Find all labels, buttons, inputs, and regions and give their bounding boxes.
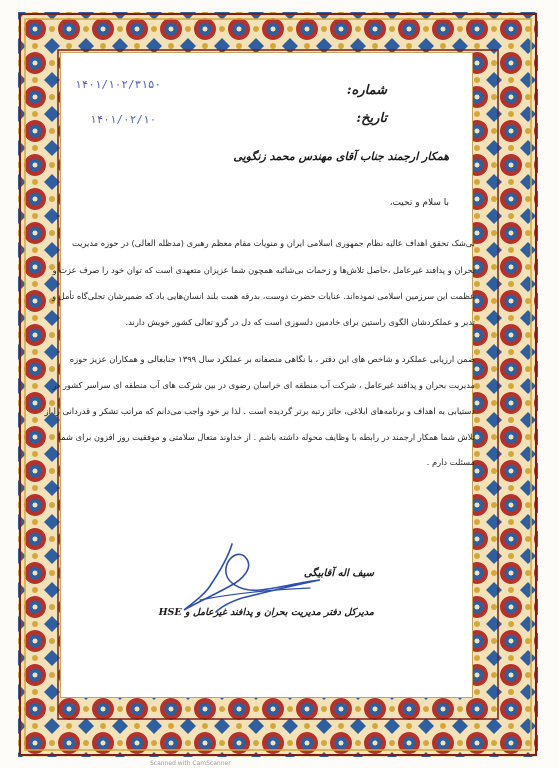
scanner-watermark: Scanned with CamScanner <box>150 760 231 767</box>
greeting-line: با سلام و تحیت، <box>389 198 449 208</box>
number-label: شماره: <box>346 83 387 98</box>
body-line-8: تلاش شما همکار ارجمند در رابطه با وظایف محوله داشته باشم . از خداوند متعال سلامتی و موفقیت روز افزون برای شما <box>58 432 475 442</box>
recipient-line: همکار ارجمند جناب آقای مهندس محمد زنگویی <box>233 150 449 163</box>
body-line-3: عظمت این سرزمین اسلامی نموده‌اند. عنایات حضرت دوست، بدرقه همت بلند انسان‌هایی باد که ضمیرشان تجلی‌گاه تأمل و <box>52 291 475 301</box>
number-value: ۱۴۰۱/۱۰۲/۳۱۵۰ <box>75 78 162 91</box>
signatory-name: سیف اله آقابیگی <box>303 568 374 579</box>
body-line-7: دستیابی به اهداف و برنامه‌های ابلاغی، حائز رتبه برتر گردیده است . لذا بر خود واجب می‌دانم که مراتب تشکر و قدردانی را از <box>44 406 475 416</box>
body-line-6: مدیریت بحران و پدافند غیرعامل ، شرکت آب منطقه ای خراسان رضوی در بین شرکت های آب منطقه ای سراسر کشور در <box>52 380 475 390</box>
body-line-1: بی‌شک تحقق اهداف عالیه نظام جمهوری اسلامی ایران و منویات مقام معظم رهبری (مدظله العالی) در حوزه مدیریت <box>71 238 475 248</box>
body-line-9: مسئلت دارم . <box>426 457 475 467</box>
date-label: تاریخ: <box>356 111 387 126</box>
date-value: ۱۴۰۱/۰۲/۱۰ <box>90 113 157 126</box>
signatory-title: مدیرکل دفتر مدیریت بحران و پدافند غیرعامل و HSE <box>158 607 374 618</box>
body-line-2: بحران و پدافند غیرعامل ،حاصل تلاش‌ها و زحمات بی‌شائبه همچون شما عزیزان متعهدی است که توان خود را صرف عزت و <box>52 265 475 275</box>
body-line-4: تدبر و عملکردشان الگوی راستین برای خادمین دلسوزی است که دل در گرو تعالی کشور خویش دارند. <box>125 317 475 327</box>
body-line-5: ضمن ارزیابی عملکرد و شاخص های این دفتر ، با نگاهی منصفانه بر عملکرد سال ۱۳۹۹ جنابعالی و همکاران عزیز حوزه <box>69 354 475 364</box>
